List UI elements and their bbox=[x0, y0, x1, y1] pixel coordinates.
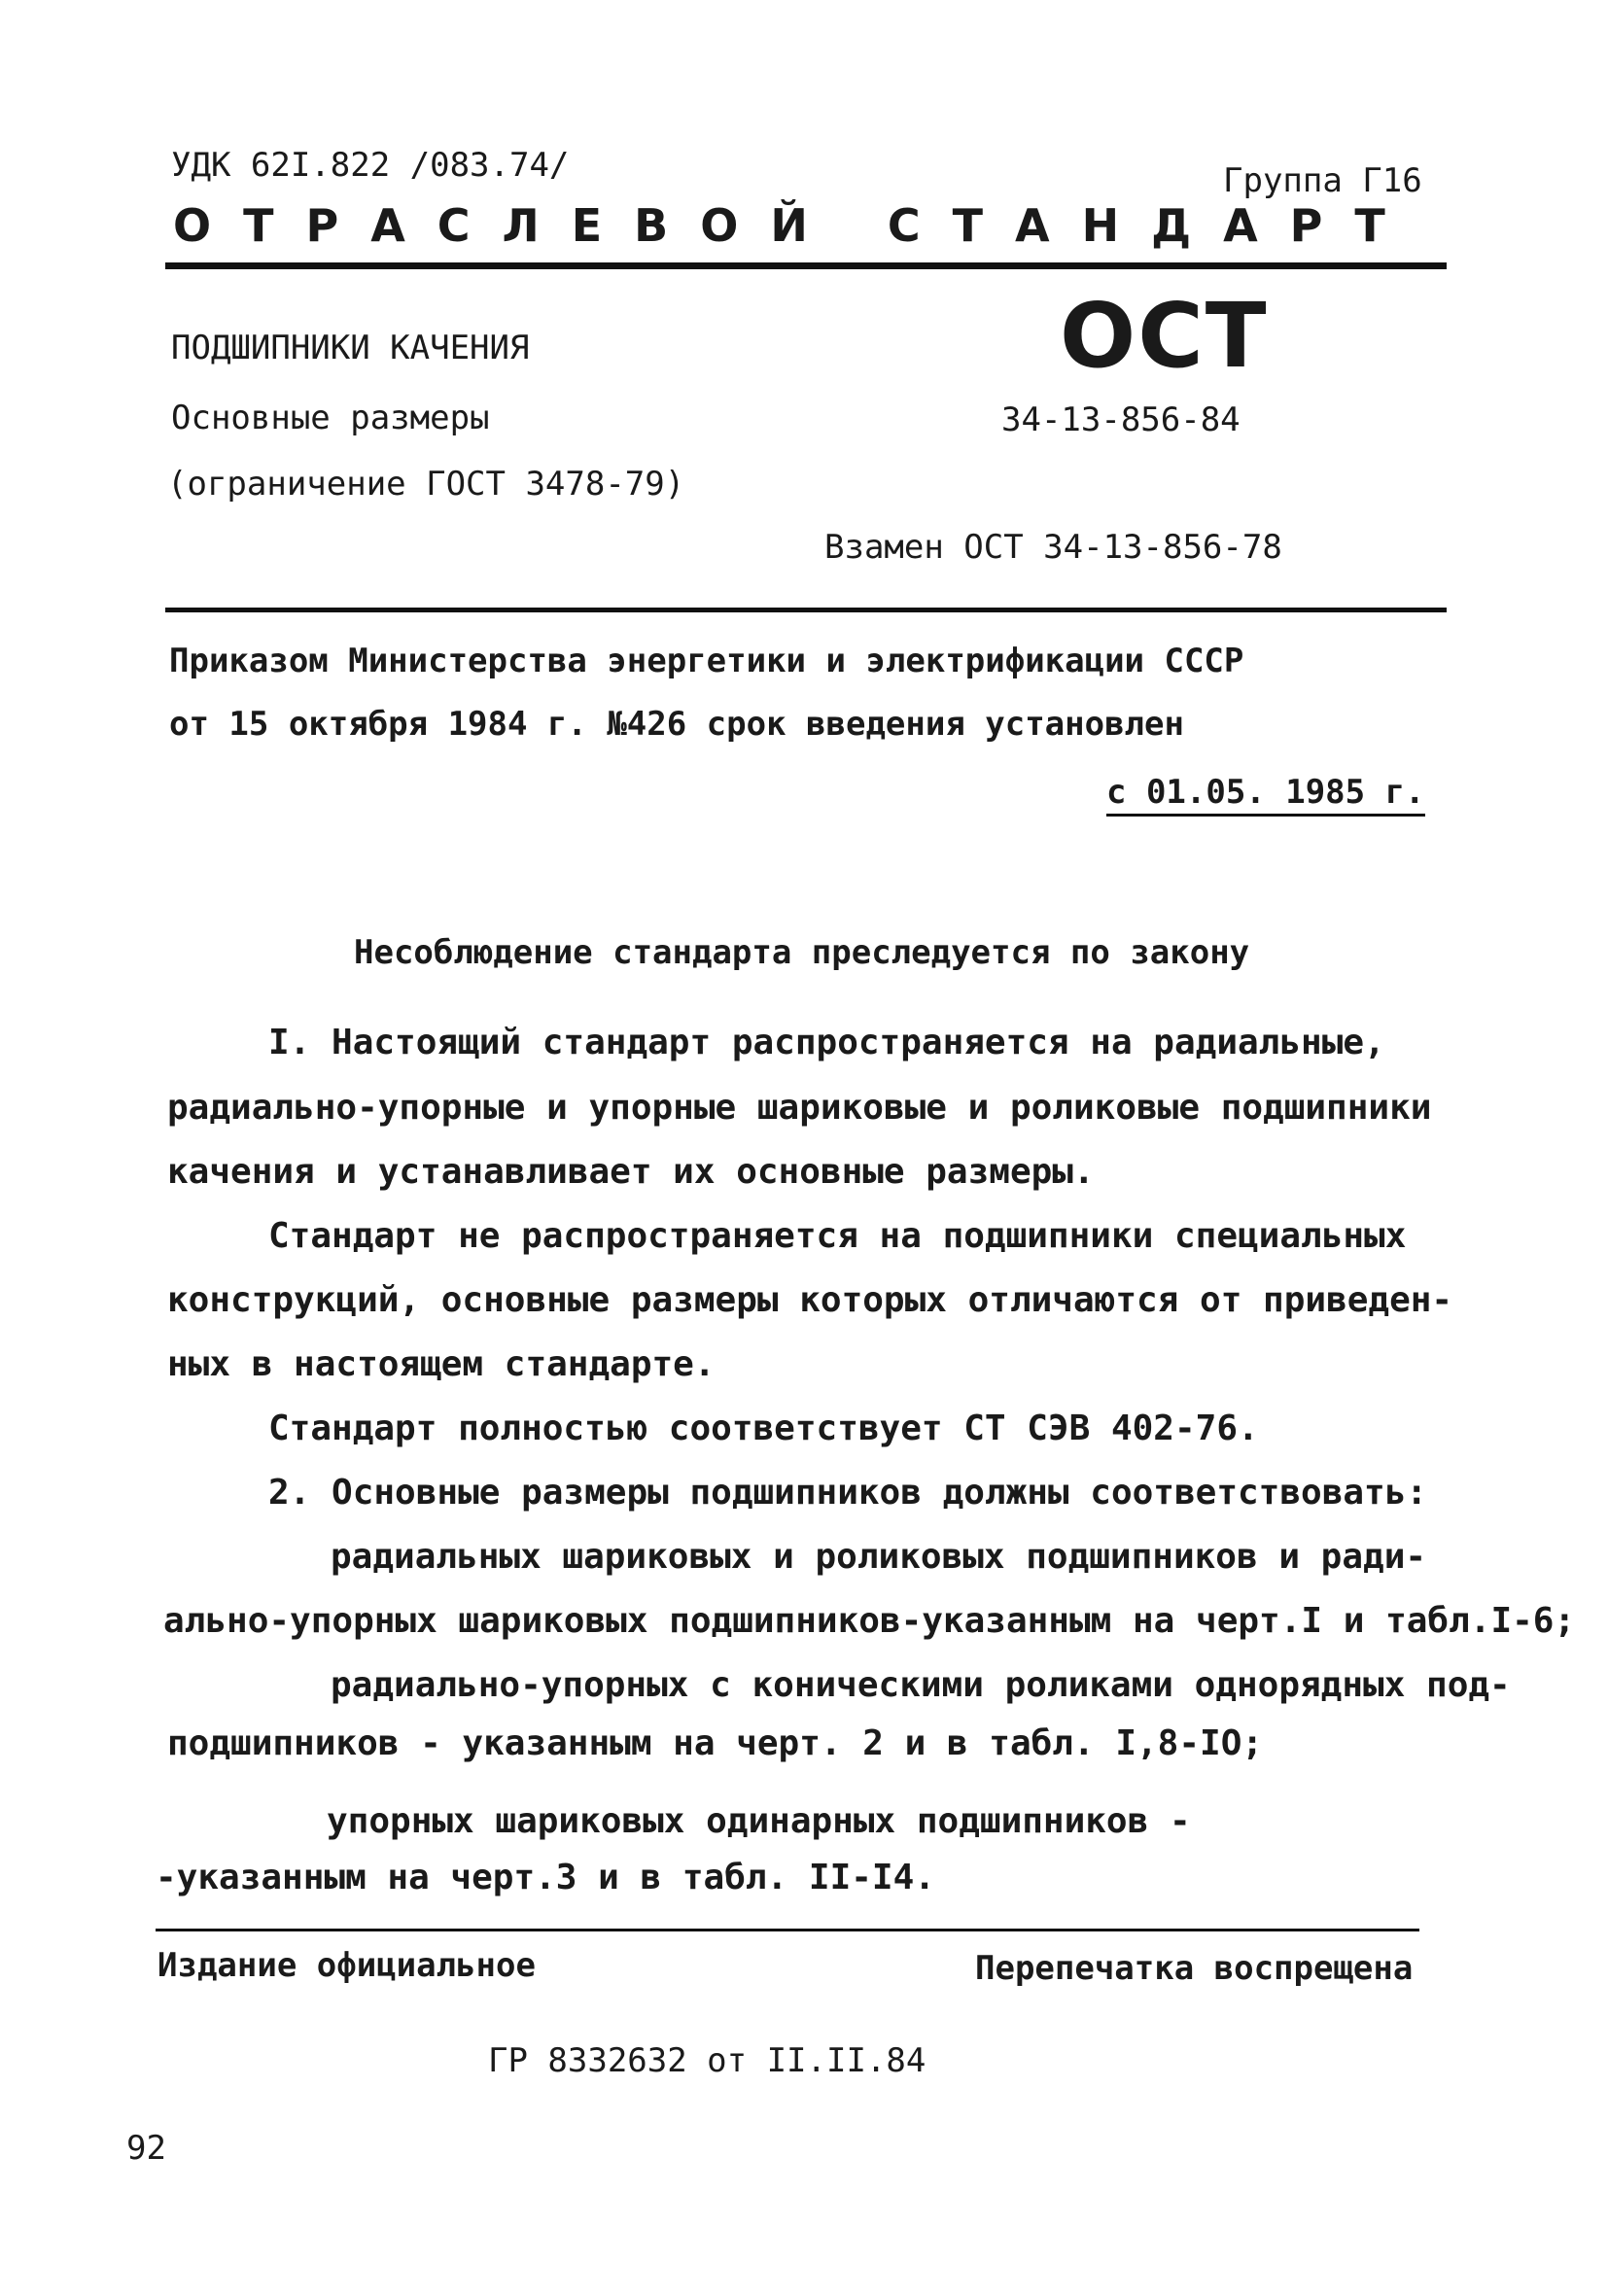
legal-warning: Несоблюдение стандарта преследуется по закону bbox=[354, 933, 1250, 972]
replaces-standard: Взамен ОСТ 34-13-856-78 bbox=[824, 528, 1282, 567]
body-line: ально-упорных шариковых подшипников-указанным на черт.I и табл.I-6; bbox=[163, 1601, 1576, 1641]
body-line: 2. Основные размеры подшипников должны соответствовать: bbox=[268, 1473, 1428, 1513]
gost-restriction: (ограничение ГОСТ 3478-79) bbox=[167, 465, 685, 504]
body-line: конструкций, основные размеры которых отличаются от приведен- bbox=[167, 1280, 1453, 1320]
body-line: радиальных шариковых и роликовых подшипников и ради- bbox=[331, 1537, 1427, 1577]
group-code: Группа Г16 bbox=[1223, 161, 1422, 200]
ost-label: ОСТ bbox=[1060, 284, 1269, 388]
body-line: подшипников - указанным на черт. 2 и в табл. I,8-IO; bbox=[167, 1723, 1264, 1763]
body-line: качения и устанавливает их основные размеры. bbox=[167, 1152, 1095, 1192]
ost-number: 34-13-856-84 bbox=[1001, 400, 1241, 439]
page-number: 92 bbox=[126, 2129, 166, 2168]
industry-standard-banner: ОТРАСЛЕВОЙ СТАНДАРТ bbox=[173, 199, 1417, 252]
header-rule bbox=[165, 262, 1447, 269]
body-line: упорных шариковых одинарных подшипников - bbox=[327, 1801, 1191, 1841]
body-line: ных в настоящем стандарте. bbox=[167, 1344, 716, 1384]
reprint-prohibited: Перепечатка воспрещена bbox=[975, 1949, 1414, 1988]
document-subtitle: Основные размеры bbox=[171, 399, 490, 437]
body-line: радиально-упорные и упорные шариковые и роликовые подшипники bbox=[167, 1088, 1432, 1128]
official-edition: Издание официальное bbox=[157, 1946, 536, 1985]
udk-code: УДК 62I.822 /083.74/ bbox=[171, 146, 570, 185]
effective-date-wrap bbox=[1106, 773, 1425, 812]
body-line: радиально-упорных с коническими роликами однорядных под- bbox=[331, 1665, 1511, 1705]
order-line-1: Приказом Министерства энергетики и электрификации СССР bbox=[169, 642, 1244, 680]
body-line: -указанным на черт.3 и в табл. II-I4. bbox=[156, 1858, 935, 1897]
body-line: Стандарт полностью соответствует СТ СЭВ 402-76. bbox=[268, 1409, 1259, 1448]
effective-date: с 01.05. 1985 г. bbox=[1106, 773, 1425, 817]
body-line: Стандарт не распространяется на подшипники специальных bbox=[268, 1216, 1407, 1256]
document-subject: ПОДШИПНИКИ КАЧЕНИЯ bbox=[171, 329, 530, 367]
registration-number: ГР 8332632 от II.II.84 bbox=[488, 2041, 926, 2080]
footer-rule bbox=[156, 1929, 1419, 1931]
body-line: I. Настоящий стандарт распространяется на радиальные, bbox=[268, 1023, 1385, 1062]
order-line-2: от 15 октября 1984 г. №426 срок введения установлен bbox=[169, 705, 1184, 744]
title-rule bbox=[165, 608, 1447, 612]
